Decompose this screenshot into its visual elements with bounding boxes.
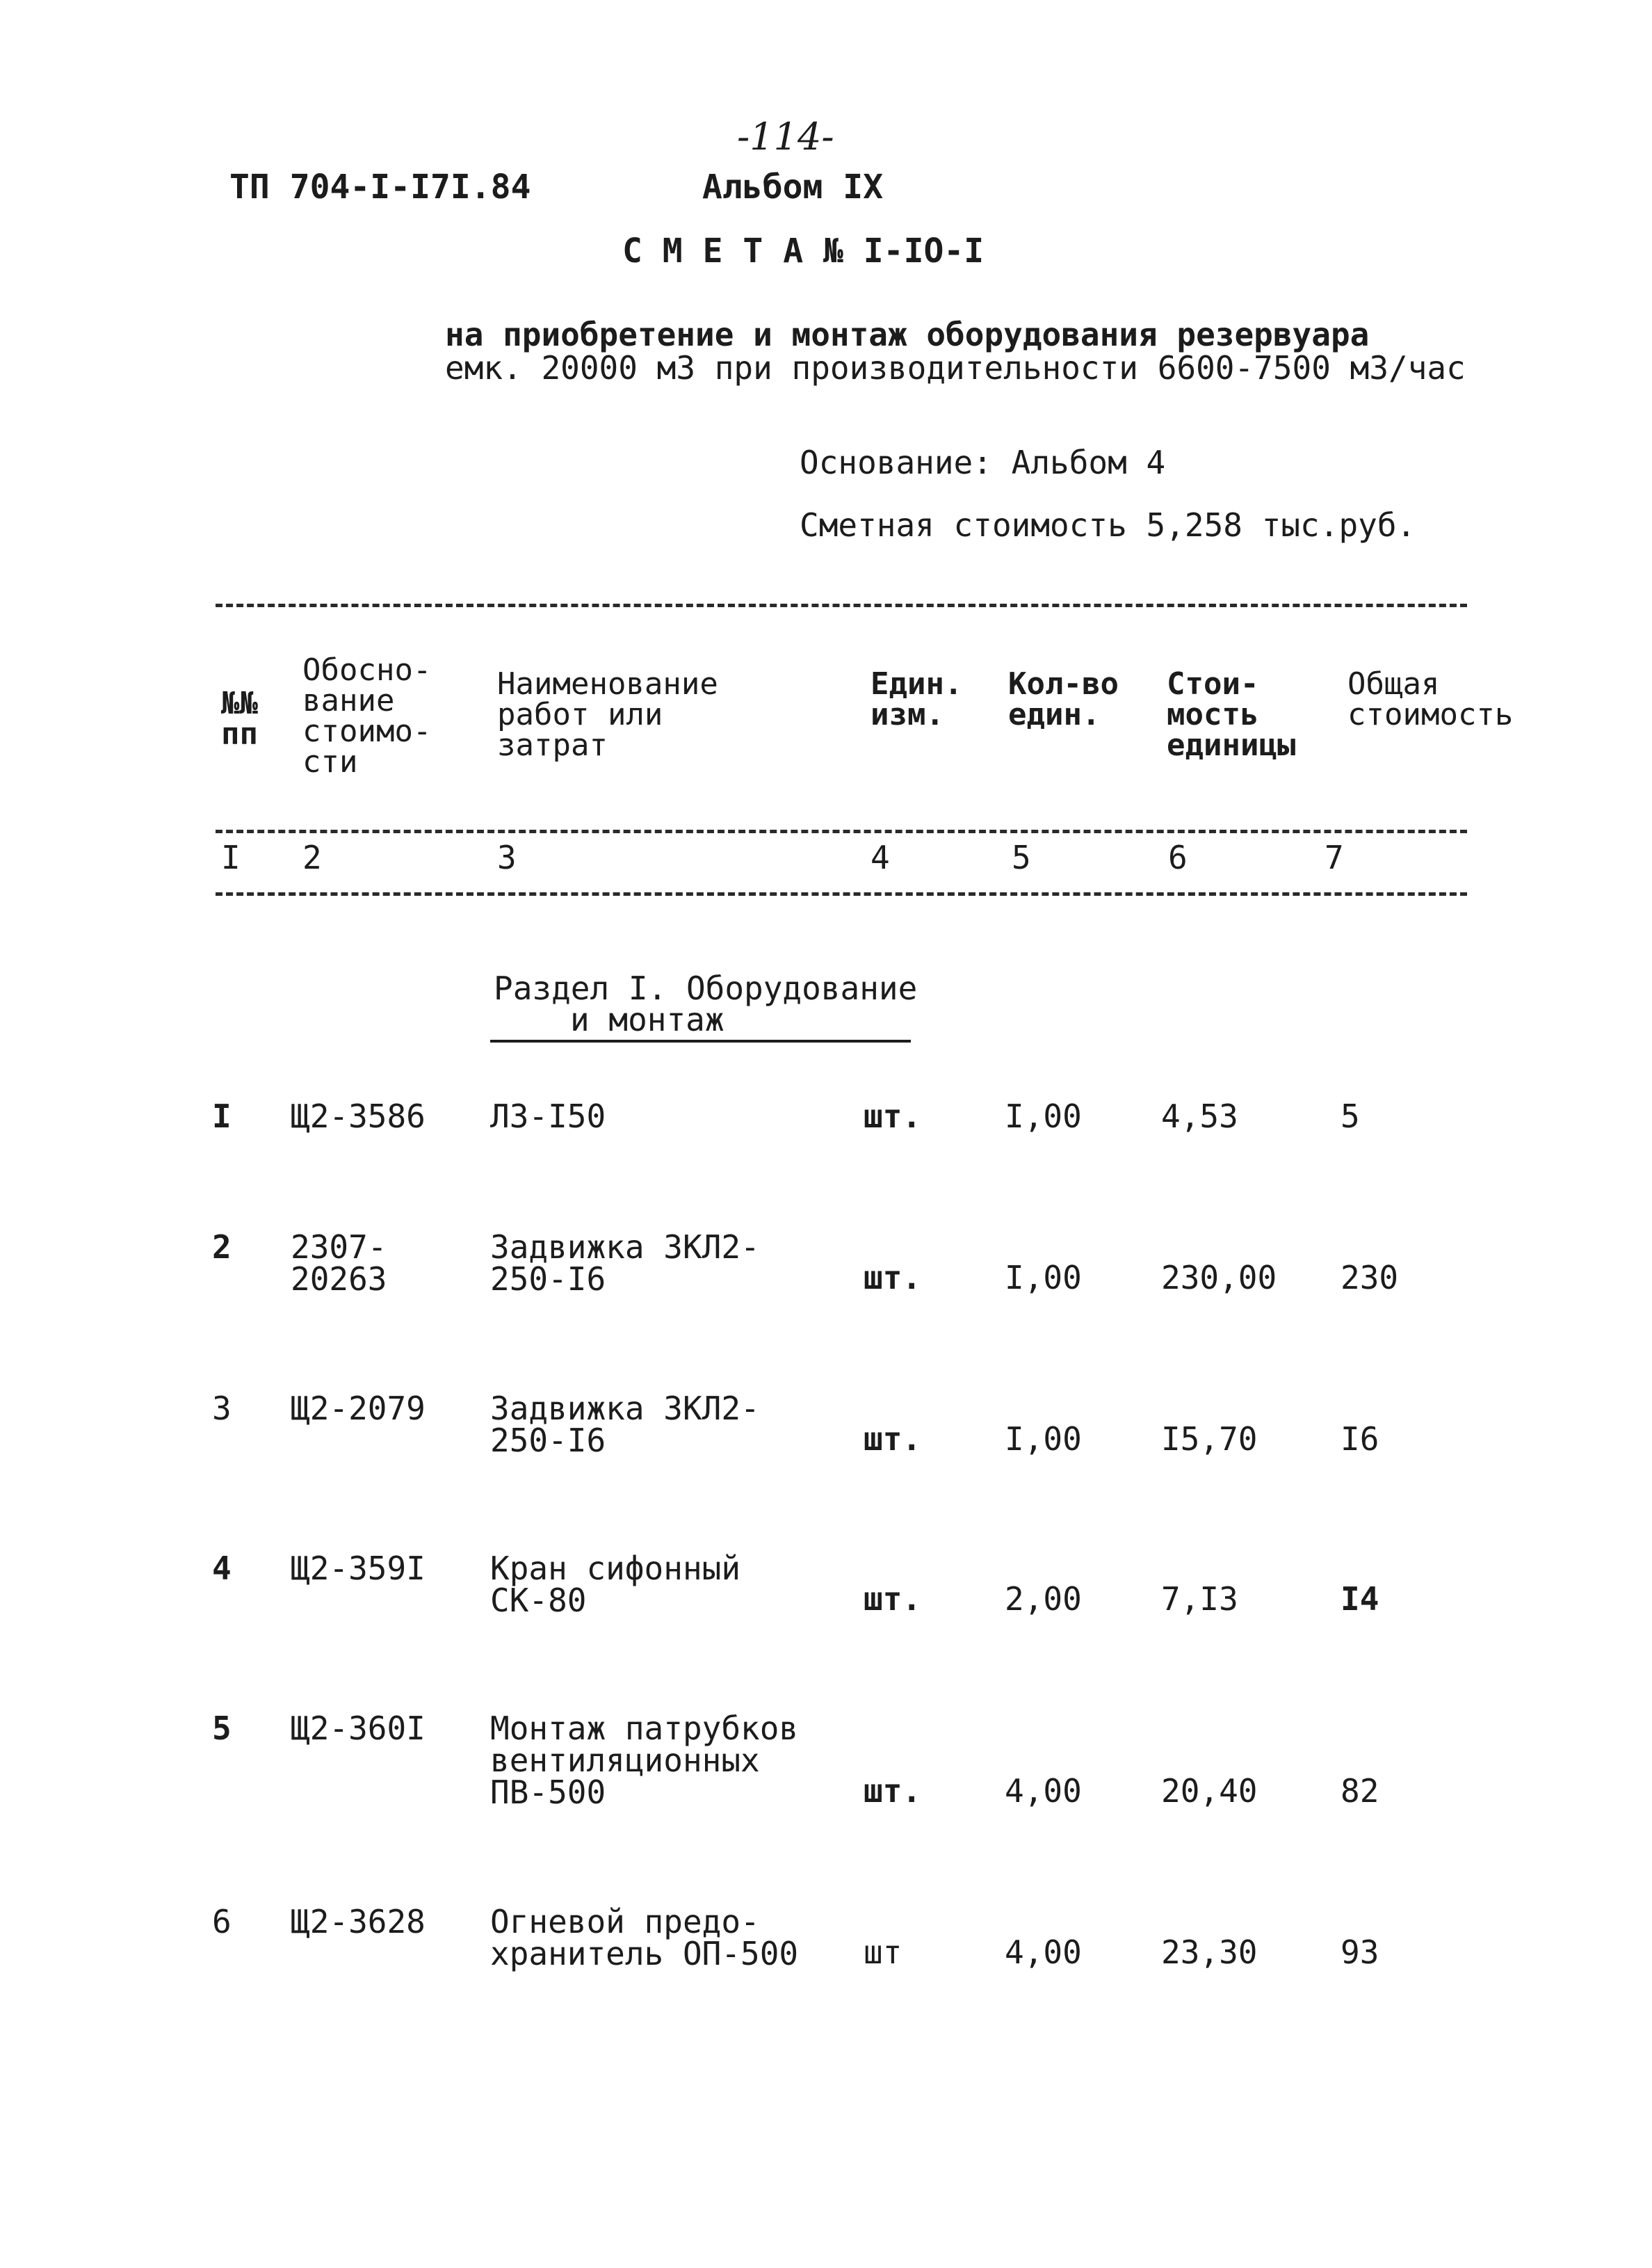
header-unit: Един. изм. — [870, 666, 963, 732]
row-basis: Щ2-3628 — [291, 1903, 426, 1940]
subtitle-line-2: емк. 20000 м3 при производительности 6600-7500 м3/час — [445, 349, 1466, 387]
row-unit-cost: 20,40 — [1161, 1772, 1258, 1810]
header-unit-cost: Стои- мость единицы — [1167, 666, 1296, 763]
row-total: 82 — [1341, 1772, 1379, 1810]
header-qty: Кол-во един. — [1008, 666, 1119, 732]
document-code: ТП 704-I-I7I.84 — [229, 168, 531, 207]
column-numbers-top-rule — [216, 830, 1467, 833]
row-total: I6 — [1341, 1420, 1379, 1458]
row-number: 3 — [212, 1390, 232, 1427]
row-unit: шт. — [864, 1580, 922, 1618]
column-number: I — [221, 839, 241, 876]
header-basis: Обосно- вание стоимо- сти — [302, 652, 432, 780]
header-name: Наименование работ или затрат — [497, 666, 718, 763]
section-underline — [490, 1040, 911, 1043]
row-name: Монтаж патрубков вентиляционных ПВ-500 — [490, 1710, 799, 1811]
column-number: 4 — [870, 839, 890, 876]
table-top-rule — [216, 604, 1467, 607]
row-total: 5 — [1341, 1097, 1360, 1135]
row-unit-cost: 23,30 — [1161, 1933, 1258, 1971]
row-qty: I,00 — [1005, 1420, 1082, 1458]
row-basis: Щ2-3586 — [291, 1097, 426, 1135]
row-name: Огневой предо- хранитель ОП-500 — [490, 1903, 799, 1972]
row-qty: I,00 — [1005, 1097, 1082, 1135]
table-header-bottom-rule — [216, 892, 1467, 896]
album-label: Альбом IX — [702, 168, 884, 207]
row-total: I4 — [1341, 1580, 1379, 1618]
basis-label: Основание: Альбом 4 — [800, 444, 1166, 481]
row-name: ЛЗ-I50 — [490, 1097, 606, 1135]
row-unit-cost: 7,I3 — [1161, 1580, 1238, 1618]
column-number: 3 — [497, 839, 517, 876]
row-unit-cost: 4,53 — [1161, 1097, 1238, 1135]
row-unit: шт. — [864, 1259, 922, 1296]
header-num: №№ пп — [221, 686, 258, 752]
row-total: 230 — [1341, 1259, 1399, 1296]
row-basis: Щ2-359I — [291, 1550, 426, 1587]
row-number: 5 — [212, 1710, 232, 1747]
row-qty: 4,00 — [1005, 1933, 1082, 1971]
row-unit: шт. — [864, 1420, 922, 1458]
row-number: 6 — [212, 1903, 232, 1940]
subtitle-line-1: на приобретение и монтаж оборудования резервуара — [445, 316, 1370, 353]
row-unit: шт — [864, 1933, 902, 1971]
row-unit-cost: 230,00 — [1161, 1259, 1277, 1296]
row-qty: 4,00 — [1005, 1772, 1082, 1810]
document-title: С М Е Т А № I-IO-I — [622, 232, 985, 271]
page-number: -114- — [737, 115, 834, 159]
row-number: 4 — [212, 1550, 232, 1587]
column-number: 7 — [1325, 839, 1344, 876]
row-basis: Щ2-2079 — [291, 1390, 426, 1427]
section-title-continued: и монтаж — [570, 1001, 724, 1038]
section-title: Раздел I. Оборудование — [494, 970, 918, 1007]
row-total: 93 — [1341, 1933, 1379, 1971]
column-number: 6 — [1168, 839, 1188, 876]
column-number: 5 — [1012, 839, 1031, 876]
estimated-cost: Сметная стоимость 5,258 тыс.руб. — [800, 506, 1416, 544]
row-qty: 2,00 — [1005, 1580, 1082, 1618]
row-name: Кран сифонный СК-80 — [490, 1550, 741, 1619]
header-total: Общая стоимость — [1347, 666, 1514, 732]
row-name: Задвижка ЗКЛ2- 250-I6 — [490, 1228, 760, 1298]
row-name: Задвижка ЗКЛ2- 250-I6 — [490, 1390, 760, 1459]
column-number: 2 — [302, 839, 322, 876]
row-unit-cost: I5,70 — [1161, 1420, 1258, 1458]
row-basis: Щ2-360I — [291, 1710, 426, 1747]
row-number: 2 — [212, 1228, 232, 1266]
row-unit: шт. — [864, 1772, 922, 1810]
row-unit: шт. — [864, 1097, 922, 1135]
row-qty: I,00 — [1005, 1259, 1082, 1296]
row-number: I — [212, 1097, 232, 1135]
row-basis: 2307- 20263 — [291, 1228, 387, 1298]
